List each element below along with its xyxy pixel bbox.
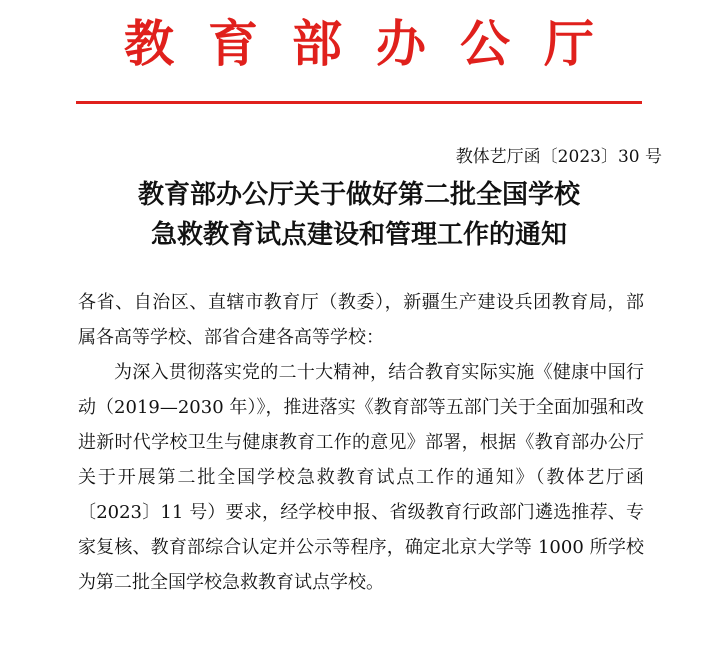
red-separator-rule xyxy=(76,101,642,104)
document-body xyxy=(78,285,644,600)
salutation-paragraph: 各省、自治区、直辖市教育厅（教委），新疆生产建设兵团教育局，部属各高等学校、部省合建各高等学校： xyxy=(78,292,644,348)
title-line-1: 教育部办公厅关于做好第二批全国学校 xyxy=(137,180,580,210)
title-line-2: 急救教育试点建设和管理工作的通知 xyxy=(150,220,567,250)
body-paragraph-1: 为深入贯彻落实党的二十大精神，结合教育实际实施《健康中国行动（2019—2030 年）》，推进落实《教育部等五部门关于全面加强和改进新时代学校卫生与健康教育工作的意见》部署，根据《教育部办公厅关于开展第二批全国学校急救教育试点工作的通知》（教体艺厅函〔2023〕11 号）要求，经学校申报、省级教育行政部门遴选推荐、专家复核、教育部综合认定并公示等程序，确定北京大学等 1000 所学校为第二批全国学校急救教育试点学校。 xyxy=(78,362,644,593)
issuer-masthead: 教育部办公厅 xyxy=(124,15,628,73)
document-number: 教体艺厅函〔2023〕30 号 xyxy=(455,147,662,167)
document-title xyxy=(0,175,718,255)
